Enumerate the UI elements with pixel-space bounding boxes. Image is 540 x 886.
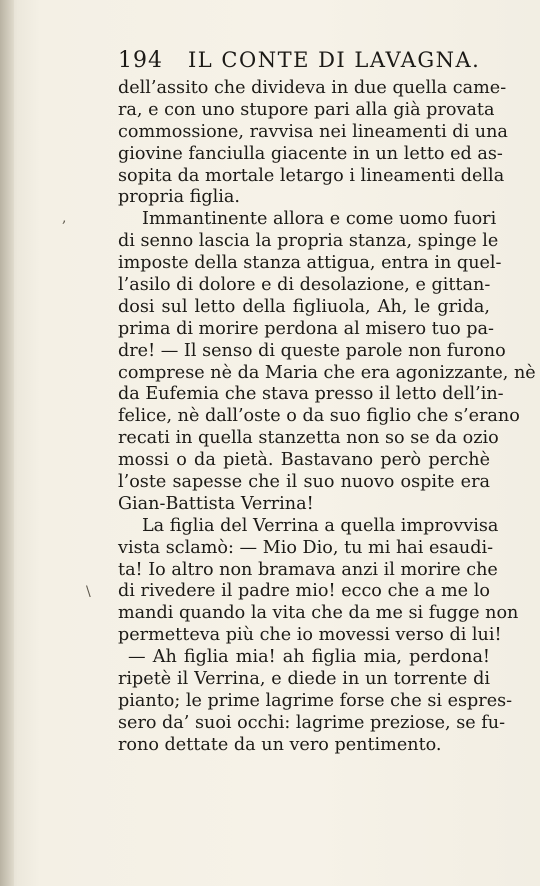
- text-line: mossi o da pietà. Bastavano però perchè: [118, 450, 490, 471]
- page-gutter: [0, 0, 14, 886]
- text-line: dell’assito che divideva in due quella came-: [118, 78, 507, 98]
- running-title: IL CONTE DI LAVAGNA.: [188, 48, 481, 72]
- text-line: felice, nè dall’oste o da suo figlio che s’erano: [118, 406, 520, 427]
- text-line: giovine fanciulla giacente in un letto ed as-: [118, 143, 503, 164]
- text-line: sopita da mortale letargo i lineamenti della: [118, 165, 505, 186]
- text-line: ripetè il Verrina, e diede in un torrente di: [118, 669, 490, 690]
- page-number: 194: [118, 48, 163, 73]
- text-line: sero da’ suoi occhi: lagrime preziose, se fu-: [118, 712, 506, 733]
- text-line: — Ah figlia mia! ah figlia mia, perdona!: [128, 647, 490, 668]
- text-line: vista sclamò: — Mio Dio, tu mi hai esaudi-: [118, 537, 494, 558]
- text-line: commossione, ravvisa nei lineamenti di una: [118, 121, 508, 142]
- text-line: prima di morire perdona al misero tuo pa-: [118, 318, 494, 339]
- text-line: l’asilo di dolore e di desolazione, e gittan-: [118, 275, 491, 296]
- page-header: [118, 48, 498, 78]
- text-line: Immantinente allora e come uomo fuori: [142, 209, 497, 230]
- text-line: ra, e con uno stupore pari alla già provata: [118, 99, 495, 120]
- text-line: permetteva più che io movessi verso di lui!: [118, 625, 502, 646]
- text-line: pianto; le prime lagrime forse che si espres-: [118, 690, 513, 711]
- text-line: La figlia del Verrina a quella improvvisa: [142, 515, 499, 536]
- text-line: ta! Io altro non bramava anzi il morire che: [118, 559, 498, 580]
- body-text: [118, 78, 536, 757]
- margin-mark: \: [86, 584, 91, 600]
- text-line: di rivedere il padre mio! ecco che a me lo: [118, 581, 490, 602]
- text-line: di senno lascia la propria stanza, spinge le: [118, 231, 499, 252]
- text-line: recati in quella stanzetta non so se da ozio: [118, 428, 499, 449]
- text-line: dosi sul letto della figliuola, Ah, le grida,: [118, 296, 490, 317]
- text-line: imposte della stanza attigua, entra in quel-: [118, 253, 502, 274]
- text-line: da Eufemia che stava presso il letto dell’in-: [118, 384, 504, 405]
- text-line: mandi quando la vita che da me si fugge non: [118, 603, 519, 624]
- text-line: comprese nè da Maria che era agonizzante, nè: [118, 362, 536, 383]
- text-line: dre! — Il senso di queste parole non furono: [118, 340, 506, 361]
- text-line: propria figlia.: [118, 187, 240, 208]
- text-line: l’oste sapesse che il suo nuovo ospite era: [118, 472, 490, 493]
- text-line: rono dettate da un vero pentimento.: [118, 734, 442, 755]
- text-line: Gian-Battista Verrina!: [118, 493, 314, 514]
- margin-mark: ,: [62, 210, 67, 226]
